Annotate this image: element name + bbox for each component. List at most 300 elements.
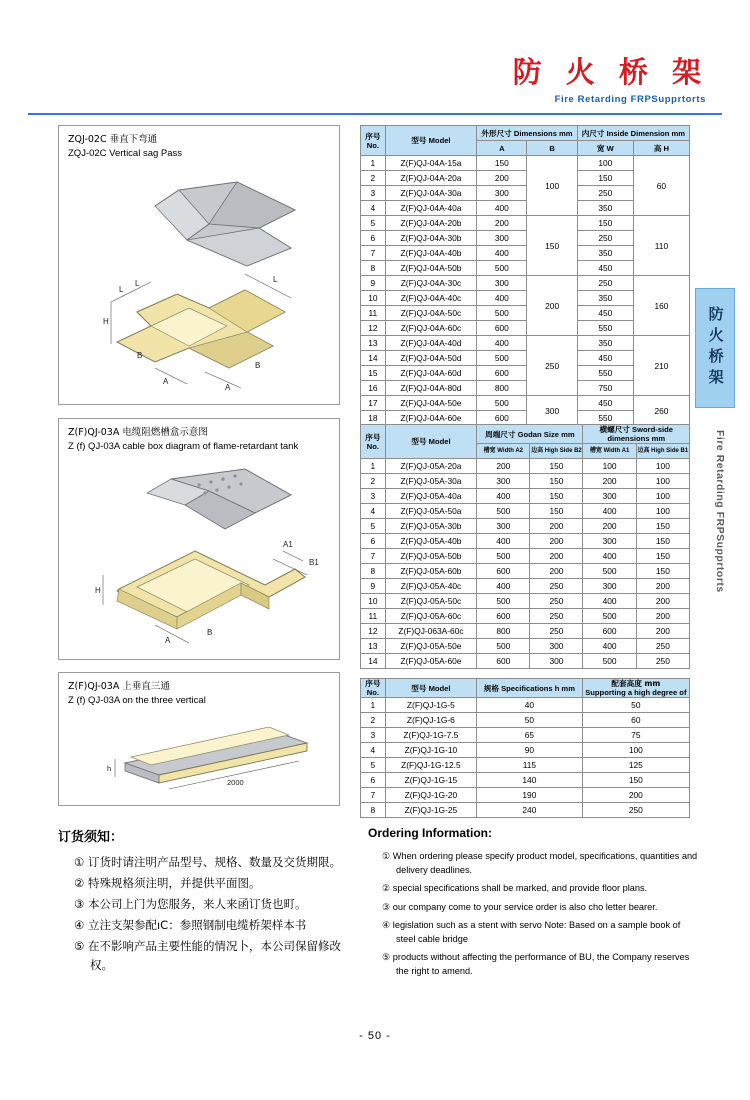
cell-b2: 200: [530, 564, 583, 579]
panel-2-artwork: [59, 455, 339, 659]
cell-a: 400: [477, 201, 527, 216]
cell-support: 125: [582, 758, 689, 773]
cell-model: Z(F)QJ-05A-60c: [385, 609, 477, 624]
cell-b1: 150: [636, 564, 689, 579]
th3-support: [582, 679, 689, 698]
table-row: [361, 743, 690, 758]
cell-model: Z(F)QJ-05A-40b: [385, 534, 477, 549]
th2-a1: 槽宽 Width A1: [583, 444, 636, 459]
cell-no: 9: [361, 276, 386, 291]
vertical-sag-pass-drawing: [59, 162, 339, 404]
table-row: [361, 728, 690, 743]
table-spec-head: [361, 679, 690, 698]
cell-spec: 140: [477, 773, 583, 788]
th2-b2: 边高 High Side B2: [530, 444, 583, 459]
cell-a1: 200: [583, 519, 636, 534]
cell-w: 450: [577, 306, 633, 321]
th-a: A: [477, 141, 527, 156]
cell-a: 500: [477, 261, 527, 276]
cell-a: 150: [477, 156, 527, 171]
cell-h: 260: [633, 396, 689, 426]
ordering-cn-list: [58, 853, 348, 975]
cell-spec: 115: [477, 758, 583, 773]
svg-text:H: H: [95, 586, 101, 595]
cell-b2: 150: [530, 459, 583, 474]
cell-w: 100: [577, 156, 633, 171]
header-title-cn: 防 火 桥 架: [512, 55, 708, 89]
cell-model: Z(F)QJ-1G-15: [385, 773, 476, 788]
table-godan-size: [360, 424, 690, 669]
table-row: [361, 276, 690, 291]
cell-model: Z(F)QJ-04A-60e: [385, 411, 476, 426]
table-row: [361, 773, 690, 788]
cell-h: 60: [633, 156, 689, 216]
cell-a: 200: [477, 171, 527, 186]
cell-no: 6: [361, 773, 386, 788]
cell-no: 6: [361, 534, 386, 549]
cell-b1: 150: [636, 519, 689, 534]
cell-b1: 200: [636, 624, 689, 639]
th-w: 宽 W: [577, 141, 633, 156]
svg-text:A1: A1: [283, 540, 293, 549]
cell-b1: 200: [636, 609, 689, 624]
panel-1-caption-cn: ZQJ-02C 垂直下弯通: [68, 134, 158, 145]
cell-no: 8: [361, 261, 386, 276]
cell-no: 13: [361, 639, 386, 654]
cell-model: Z(F)QJ-05A-40a: [385, 489, 477, 504]
cell-b: 100: [527, 156, 577, 216]
table-row: [361, 156, 690, 171]
table-row: [361, 459, 690, 474]
th-dimensions: 外形尺寸 Dimensions mm: [477, 126, 578, 141]
ordering-cn-title: 订货须知：: [58, 830, 124, 845]
th3-no: [361, 679, 386, 698]
th-no-en: No.: [366, 140, 379, 150]
table-row: [361, 594, 690, 609]
cell-a2: 400: [477, 534, 530, 549]
cell-a1: 300: [583, 579, 636, 594]
cell-a: 200: [477, 216, 527, 231]
cell-model: Z(F)QJ-05A-60e: [385, 654, 477, 669]
table-spec-body: [361, 698, 690, 818]
cell-a2: 800: [477, 624, 530, 639]
th-model: 型号 Model: [385, 126, 476, 156]
cell-a2: 500: [477, 549, 530, 564]
cell-b1: 250: [636, 639, 689, 654]
panel-1-caption-en: ZQJ-02C Vertical sag Pass: [68, 148, 183, 159]
page-header: [0, 0, 750, 118]
cell-no: 9: [361, 579, 386, 594]
cell-a1: 400: [583, 594, 636, 609]
svg-text:B: B: [207, 628, 213, 637]
cell-support: 50: [582, 698, 689, 713]
cell-no: 14: [361, 351, 386, 366]
cell-no: 16: [361, 381, 386, 396]
th-no: [361, 126, 386, 156]
th2-no-en: No.: [366, 441, 379, 451]
cell-spec: 40: [477, 698, 583, 713]
cell-a2: 600: [477, 654, 530, 669]
cell-model: Z(F)QJ-1G-10: [385, 743, 476, 758]
ordering-en-item: ⑤ products without affecting the performance of BU, the Company reserves the right to amend.: [382, 952, 690, 976]
cell-w: 350: [577, 291, 633, 306]
th2-sword: 横螺尺寸 Sword-side dimensions mm: [583, 425, 690, 444]
ordering-cn-item: ③ 本公司上门为您服务，来人来函订货也町。: [74, 897, 307, 911]
cable-box-drawing: [59, 455, 339, 659]
panel-2-caption-cn: Z(F)QJ-03A 电缆阻燃槽盒示意图: [68, 427, 208, 438]
cell-no: 7: [361, 549, 386, 564]
cell-b2: 250: [530, 594, 583, 609]
cell-a1: 500: [583, 609, 636, 624]
vertical-three-way-drawing: [59, 709, 339, 805]
cell-model: Z(F)QJ-04A-30c: [385, 276, 476, 291]
panel-2-caption-en: Z (f) QJ-03A cable box diagram of flame-retardant tank: [68, 441, 299, 452]
cell-a2: 500: [477, 594, 530, 609]
cell-a: 400: [477, 336, 527, 351]
side-tab-label-en: Fire Retarding FRPSupprtorts: [714, 430, 726, 593]
cell-no: 6: [361, 231, 386, 246]
cell-support: 250: [582, 803, 689, 818]
cell-a1: 400: [583, 504, 636, 519]
cell-a1: 100: [583, 459, 636, 474]
cell-model: Z(F)QJ-05A-50a: [385, 504, 477, 519]
cell-model: Z(F)QJ-04A-60d: [385, 366, 476, 381]
panel-3-caption-en: Z (f) QJ-03A on the three vertical: [68, 695, 206, 706]
cell-model: Z(F)QJ-05A-50b: [385, 549, 477, 564]
table-row: [361, 519, 690, 534]
svg-text:A: A: [163, 377, 169, 386]
th2-b1: 边高 High Side B1: [636, 444, 689, 459]
cell-model: Z(F)QJ-1G-20: [385, 788, 476, 803]
illustration-panel-2: [58, 418, 340, 660]
cell-model: Z(F)QJ-04A-40c: [385, 291, 476, 306]
cell-model: Z(F)QJ-1G-7.5: [385, 728, 476, 743]
cell-a1: 400: [583, 639, 636, 654]
svg-text:L: L: [273, 275, 278, 284]
cell-a: 500: [477, 396, 527, 411]
cell-model: Z(F)QJ-04A-20b: [385, 216, 476, 231]
cell-no: 1: [361, 459, 386, 474]
cell-no: 12: [361, 624, 386, 639]
cell-b2: 150: [530, 489, 583, 504]
cell-w: 350: [577, 336, 633, 351]
cell-model: Z(F)QJ-05A-30a: [385, 474, 477, 489]
cell-spec: 50: [477, 713, 583, 728]
cell-no: 10: [361, 594, 386, 609]
cell-model: Z(F)QJ-1G-6: [385, 713, 476, 728]
cell-model: Z(F)QJ-04A-50e: [385, 396, 476, 411]
svg-text:L: L: [135, 279, 140, 288]
table-header-row: [361, 679, 690, 698]
cell-no: 2: [361, 171, 386, 186]
cell-b1: 200: [636, 594, 689, 609]
cell-model: Z(F)QJ-05A-30b: [385, 519, 477, 534]
cell-model: Z(F)QJ-05A-50e: [385, 639, 477, 654]
cell-b: 150: [527, 216, 577, 276]
table-specifications: [360, 678, 690, 818]
cell-no: 18: [361, 411, 386, 426]
ordering-en-item: ② special specifications shall be marked, and provide floor plans.: [382, 883, 648, 893]
cell-a1: 300: [583, 489, 636, 504]
cell-b: 200: [527, 276, 577, 336]
th2-godan: 周端尺寸 Godan Size mm: [477, 425, 583, 444]
cell-model: Z(F)QJ-04A-30a: [385, 186, 476, 201]
ordering-cn-item: ④ 立注支架参配ıC：参照钢制电缆桥架样本书: [74, 918, 307, 932]
cell-no: 2: [361, 713, 386, 728]
th3-no-en: No.: [366, 688, 379, 697]
cell-support: 60: [582, 713, 689, 728]
table-row: [361, 489, 690, 504]
table-row: [361, 534, 690, 549]
cell-a1: 600: [583, 624, 636, 639]
cell-w: 250: [577, 231, 633, 246]
ordering-cn-item: ① 订货时请注明产品型号、规格、数量及交货期限。: [74, 855, 341, 869]
cell-w: 150: [577, 171, 633, 186]
cell-model: Z(F)QJ-1G-5: [385, 698, 476, 713]
panel-3-artwork: [59, 709, 339, 805]
cell-a: 600: [477, 321, 527, 336]
table-godan-head: [361, 425, 690, 459]
cell-no: 14: [361, 654, 386, 669]
illustration-panel-1: [58, 125, 340, 405]
th3-no-cn: 序号: [365, 679, 381, 688]
cell-support: 100: [582, 743, 689, 758]
illustration-panel-3: [58, 672, 340, 806]
panel-2-caption: [68, 426, 298, 454]
ordering-cn-item: ⑤ 在不影响产品主要性能的情况卜，本公司保留修改权。: [74, 939, 341, 972]
cell-a1: 400: [583, 549, 636, 564]
cell-b1: 150: [636, 549, 689, 564]
cell-no: 5: [361, 519, 386, 534]
side-tab-label-cn: 防火桥架: [706, 306, 725, 390]
cell-b1: 100: [636, 504, 689, 519]
cell-no: 5: [361, 758, 386, 773]
th3-support-cn: 配套高度 mm: [611, 679, 661, 688]
cell-a: 300: [477, 186, 527, 201]
panel-3-caption: [68, 680, 206, 708]
ordering-en-item: ① When ordering please specify product model, specifications, quantities and delivery deadlines.: [382, 851, 698, 875]
table-dimensions-head: [361, 126, 690, 156]
header-divider: [28, 113, 722, 115]
cell-b2: 250: [530, 609, 583, 624]
table-row: [361, 758, 690, 773]
ordering-info-cn: [58, 826, 348, 977]
cell-a2: 200: [477, 459, 530, 474]
svg-text:2000: 2000: [227, 778, 244, 787]
cell-a: 500: [477, 306, 527, 321]
svg-text:L: L: [119, 285, 124, 294]
cell-model: Z(F)QJ-05A-40c: [385, 579, 477, 594]
ordering-en-list: [368, 850, 698, 978]
th-inside: 内尺寸 Inside Dimension mm: [577, 126, 689, 141]
cell-a2: 400: [477, 579, 530, 594]
cell-no: 4: [361, 504, 386, 519]
svg-text:B: B: [255, 361, 261, 370]
table-row: [361, 396, 690, 411]
header-title-en: Fire Retarding FRPSupprtorts: [554, 94, 706, 105]
cell-spec: 90: [477, 743, 583, 758]
cell-no: 4: [361, 743, 386, 758]
cell-no: 13: [361, 336, 386, 351]
cell-a: 300: [477, 231, 527, 246]
cell-a2: 300: [477, 474, 530, 489]
table-row: [361, 609, 690, 624]
cell-no: 1: [361, 698, 386, 713]
cell-a1: 300: [583, 534, 636, 549]
svg-text:B1: B1: [309, 558, 319, 567]
ordering-cn-item: ② 特殊规格须注明，并提供平面图。: [74, 876, 261, 890]
table-row: [361, 474, 690, 489]
th2-no: [361, 425, 386, 459]
cell-w: 350: [577, 246, 633, 261]
cell-no: 11: [361, 609, 386, 624]
table-row: [361, 564, 690, 579]
th3-model: 型号 Model: [385, 679, 476, 698]
cell-w: 550: [577, 321, 633, 336]
cell-model: Z(F)QJ-05A-50c: [385, 594, 477, 609]
svg-text:A: A: [225, 383, 231, 392]
cell-model: Z(F)QJ-04A-40b: [385, 246, 476, 261]
table-row: [361, 504, 690, 519]
cell-w: 350: [577, 201, 633, 216]
cell-b1: 250: [636, 654, 689, 669]
cell-model: Z(F)QJ-04A-80d: [385, 381, 476, 396]
cell-b2: 300: [530, 639, 583, 654]
cell-h: 210: [633, 336, 689, 396]
cell-a2: 500: [477, 639, 530, 654]
cell-model: Z(F)QJ-1G-12.5: [385, 758, 476, 773]
cell-a2: 600: [477, 609, 530, 624]
th-no-cn: 序号: [365, 131, 381, 141]
cell-model: Z(F)QJ-05A-60b: [385, 564, 477, 579]
cell-no: 12: [361, 321, 386, 336]
cell-model: Z(F)QJ-04A-50d: [385, 351, 476, 366]
cell-w: 150: [577, 216, 633, 231]
cell-w: 750: [577, 381, 633, 396]
th3-spec: 规格 Specifications h mm: [477, 679, 583, 698]
cell-no: 17: [361, 396, 386, 411]
cell-no: 7: [361, 246, 386, 261]
cell-b2: 150: [530, 474, 583, 489]
cell-no: 4: [361, 201, 386, 216]
th2-model: 型号 Model: [385, 425, 477, 459]
table-header-row: [361, 425, 690, 444]
cell-spec: 65: [477, 728, 583, 743]
ordering-en-item: ④ legislation such as a stent with servo Note: Based on a sample book of steel cable bridge: [382, 920, 681, 944]
cell-model: Z(F)QJ-1G-25: [385, 803, 476, 818]
cell-model: Z(F)QJ-04A-60c: [385, 321, 476, 336]
cell-a1: 500: [583, 564, 636, 579]
cell-w: 450: [577, 396, 633, 411]
th3-support-en: Supporting a high degree of: [585, 688, 687, 697]
cell-model: Z(F)QJ-05A-20a: [385, 459, 477, 474]
cell-a1: 200: [583, 474, 636, 489]
table-row: [361, 216, 690, 231]
cell-w: 450: [577, 351, 633, 366]
panel-1-caption: [68, 133, 182, 161]
cell-support: 75: [582, 728, 689, 743]
cell-no: 7: [361, 788, 386, 803]
table-row: [361, 654, 690, 669]
cell-b2: 150: [530, 504, 583, 519]
cell-no: 2: [361, 474, 386, 489]
table-row: [361, 579, 690, 594]
table-row: [361, 624, 690, 639]
cell-b1: 100: [636, 459, 689, 474]
cell-a: 800: [477, 381, 527, 396]
cell-b2: 200: [530, 534, 583, 549]
ordering-en-item: ③ our company come to your service order is also cho letter bearer.: [382, 901, 658, 912]
table-row: [361, 549, 690, 564]
th-h: 高 H: [633, 141, 689, 156]
cell-w: 450: [577, 261, 633, 276]
cell-b2: 200: [530, 519, 583, 534]
table-row: [361, 788, 690, 803]
cell-no: 15: [361, 366, 386, 381]
side-tab: [695, 288, 735, 408]
cell-a2: 300: [477, 519, 530, 534]
svg-text:H: H: [103, 317, 109, 326]
cell-support: 150: [582, 773, 689, 788]
cell-a: 600: [477, 411, 527, 426]
cell-b2: 250: [530, 579, 583, 594]
cell-a: 300: [477, 276, 527, 291]
cell-model: Z(F)QJ-04A-15a: [385, 156, 476, 171]
cell-b1: 100: [636, 474, 689, 489]
cell-w: 550: [577, 411, 633, 426]
cell-no: 3: [361, 186, 386, 201]
cell-a2: 600: [477, 564, 530, 579]
cell-model: Z(F)QJ-04A-40a: [385, 201, 476, 216]
th2-no-cn: 序号: [365, 432, 381, 442]
svg-text:A: A: [165, 636, 171, 645]
cell-a1: 500: [583, 654, 636, 669]
cell-a2: 400: [477, 489, 530, 504]
cell-b: 300: [527, 396, 577, 426]
ordering-info-en: [368, 826, 698, 983]
cell-model: Z(F)QJ-04A-40d: [385, 336, 476, 351]
cell-model: Z(F)QJ-04A-20a: [385, 171, 476, 186]
ordering-en-title: Ordering Information:: [368, 826, 492, 840]
table-row: [361, 698, 690, 713]
cell-h: 110: [633, 216, 689, 276]
cell-b1: 150: [636, 534, 689, 549]
cell-no: 8: [361, 564, 386, 579]
cell-h: 160: [633, 276, 689, 336]
cell-a: 400: [477, 291, 527, 306]
svg-text:B: B: [137, 351, 143, 360]
table-row: [361, 639, 690, 654]
panel-1-artwork: [59, 162, 339, 404]
cell-spec: 240: [477, 803, 583, 818]
cell-no: 3: [361, 489, 386, 504]
table-header-row: [361, 126, 690, 141]
table-row: [361, 713, 690, 728]
cell-b2: 250: [530, 624, 583, 639]
cell-model: Z(F)QJ-04A-50b: [385, 261, 476, 276]
cell-a: 400: [477, 246, 527, 261]
cell-model: Z(F)QJ-04A-50c: [385, 306, 476, 321]
table-godan-body: [361, 459, 690, 669]
cell-no: 3: [361, 728, 386, 743]
cell-b1: 100: [636, 489, 689, 504]
th-b: B: [527, 141, 577, 156]
th2-a2: 槽宽 Width A2: [477, 444, 530, 459]
svg-text:h: h: [107, 764, 112, 773]
table-row: [361, 803, 690, 818]
cell-support: 200: [582, 788, 689, 803]
cell-no: 8: [361, 803, 386, 818]
